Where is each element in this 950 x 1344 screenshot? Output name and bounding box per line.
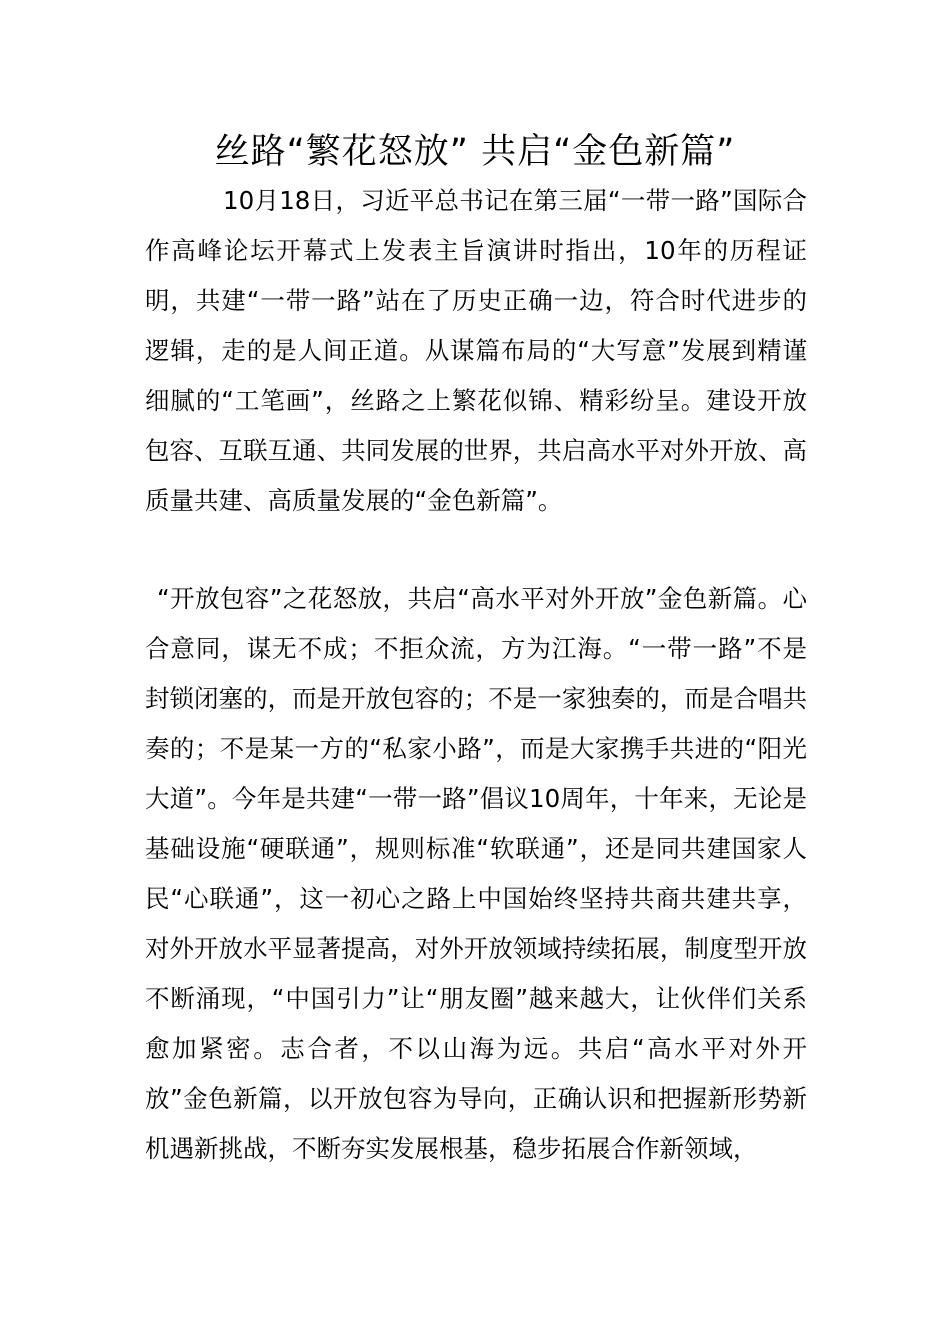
paragraph-2: “开放包容”之花怒放，共启“高水平对外开放”金色新篇。心合意同，谋无不成；不拒众流，方为江海。“一带一路”不是封锁闭塞的，而是开放包容的；不是一家独奏的，而是合唱共奏的；不是某一方的“私家小路”，而是大家携手共进的“阳光大道”。今年是共建“一带一路”倡议10周年，十年来，无论是基础设施“硬联通”，规则标准“软联通”，还是同共建国家人民“心联通”，这一初心之路上中国始终坚持共商共建共享，对外开放水平显著提高，对外开放领域持续拓展，制度型开放不断涌现，“中国引力”让“朋友圈”越来越大，让伙伴们关系愈加紧密。志合者，不以山海为远。共启“高水平对外开放”金色新篇，以开放包容为导向，正确认识和把握新形势新机遇新挑战，不断夯实发展根基，稳步拓展合作新领域， xyxy=(145,584,807,1163)
paragraph-1: 10月18日，习近平总书记在第三届“一带一路”国际合作高峰论坛开幕式上发表主旨演讲时指出，10年的历程证明，共建“一带一路”站在了历史正确一边，符合时代进步的逻辑，走的是人间正道。从谋篇布局的“大写意”发展到精谨细腻的“工笔画”，丝路之上繁花似锦、精彩纷呈。建设开放包容、互联互通、共同发展的世界，共启高水平对外开放、高质量共建、高质量发展的“金色新篇”。 xyxy=(145,186,807,515)
document-title: 丝路“繁花怒放” 共启“金色新篇” xyxy=(214,132,736,172)
